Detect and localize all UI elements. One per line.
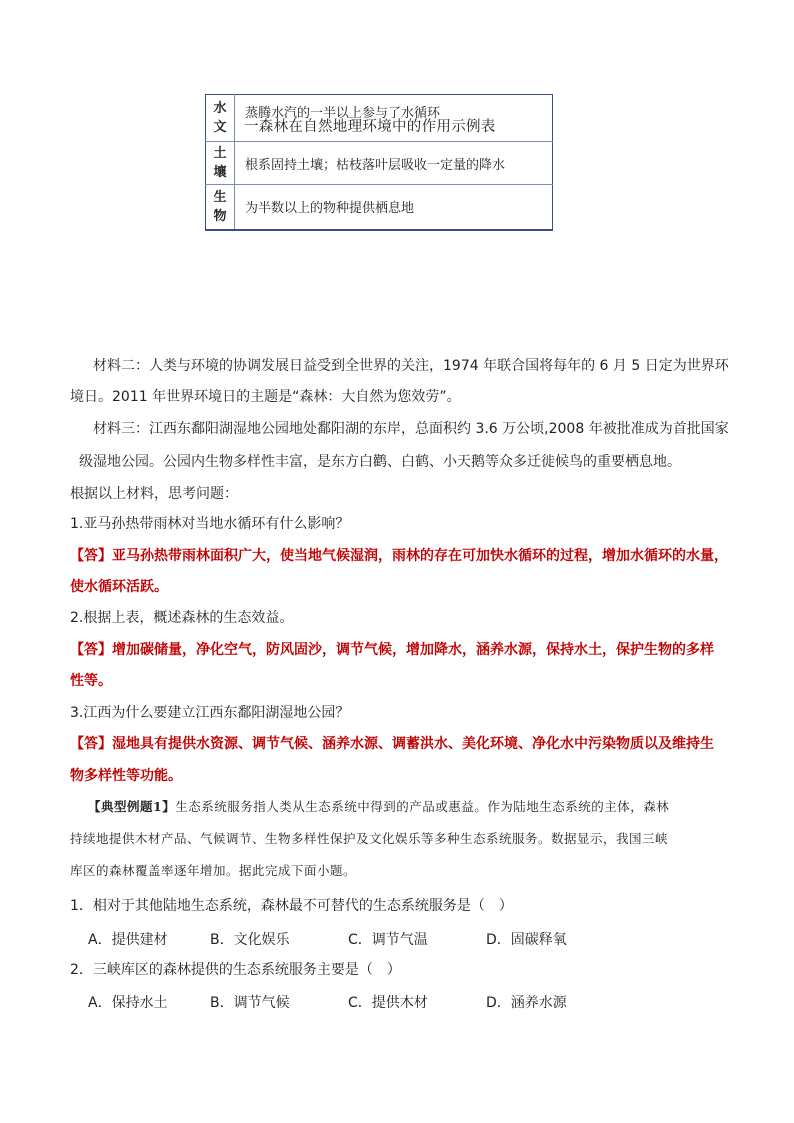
- mc2-option-c: C．提供木材: [348, 995, 428, 1011]
- mc2-option-b: B．调节气候: [210, 995, 290, 1011]
- mc1-option-d: D．固碳释氧: [486, 932, 567, 948]
- example-line1: 【典型例题1】生态系统服务指人类从生态系统中得到的产品或惠益。作为陆地生态系统的主体，森林: [88, 799, 670, 814]
- material2-line2: 境日。2011 年世界环境日的主题是“森林：大自然为您效劳”。: [70, 389, 461, 405]
- row-head-soil: 土 壤: [206, 142, 235, 185]
- example-line2: 持续地提供木材产品、气候调节、生物多样性保护及文化娱乐等多种生态系统服务。数据显示，我国三峡: [70, 831, 669, 846]
- answer-1-line2: 使水循环活跃。: [70, 579, 168, 595]
- row-head-biology: 生 物: [206, 185, 235, 230]
- mc2-option-a: A．保持水土: [88, 995, 168, 1011]
- row-head-hydrology: 水 文: [206, 95, 235, 142]
- question-3: 3.江西为什么要建立江西东鄱阳湖湿地公园？: [70, 705, 350, 721]
- table-caption: 一森林在自然地理环境中的作用示例表: [244, 119, 496, 135]
- answer-1-line1: 【答】亚马孙热带雨林面积广大，使当地气候湿润，雨林的存在可加快水循环的过程，增加水循环的水量，: [70, 548, 728, 564]
- table-row: [206, 142, 553, 185]
- row-body-hydrology: 蒸腾水汽的一半以上参与了水循环: [235, 95, 553, 142]
- answer-3-line2: 物多样性等功能。: [70, 768, 182, 784]
- material3-line1: 材料三：江西东鄱阳湖湿地公园地处鄱阳湖的东岸，总面积约 3.6 万公顷,2008 年被批准成为首批国家: [93, 421, 729, 437]
- mc1-option-c: C．调节气温: [348, 932, 428, 948]
- question-1: 1.亚马孙热带雨林对当地水循环有什么影响？: [70, 516, 350, 532]
- mc2-stem: 2．三峡库区的森林提供的生态系统服务主要是（ ）: [70, 962, 401, 978]
- material2-line1: 材料二：人类与环境的协调发展日益受到全世界的关注，1974 年联合国将每年的 6 月 5 日定为世界环: [93, 358, 729, 374]
- table-row: [206, 185, 553, 230]
- example-line3: 库区的森林覆盖率逐年增加。据此完成下面小题。: [70, 863, 357, 878]
- answer-3-line1: 【答】湿地具有提供水资源、调节气候、涵养水源、调蓄洪水、美化环境、净化水中污染物质以及维持生: [70, 736, 714, 752]
- mc2-option-d: D．涵养水源: [486, 995, 567, 1011]
- prompt-text: 根据以上材料，思考问题：: [70, 486, 238, 502]
- answer-2-line2: 性等。: [70, 673, 112, 689]
- question-2: 2.根据上表，概述森林的生态效益。: [70, 610, 294, 626]
- mc1-option-a: A．提供建材: [88, 932, 168, 948]
- material3-line2: 级湿地公园。公园内生物多样性丰富，是东方白鹳、白鹤、小天鹅等众多迁徙候鸟的重要栖息地。: [79, 454, 681, 470]
- example-tag: 【典型例题1】: [88, 799, 176, 814]
- answer-2-line1: 【答】增加碳储量，净化空气，防风固沙，调节气候，增加降水，涵养水源，保持水土，保护生物的多样: [70, 642, 714, 658]
- row-body-biology: 为半数以上的物种提供栖息地: [235, 185, 553, 230]
- mc1-option-b: B．文化娱乐: [210, 932, 290, 948]
- row-body-soil: 根系固持土壤；枯枝落叶层吸收一定量的降水: [235, 142, 553, 185]
- mc1-stem: 1．相对于其他陆地生态系统，森林最不可替代的生态系统服务是（ ）: [70, 898, 513, 914]
